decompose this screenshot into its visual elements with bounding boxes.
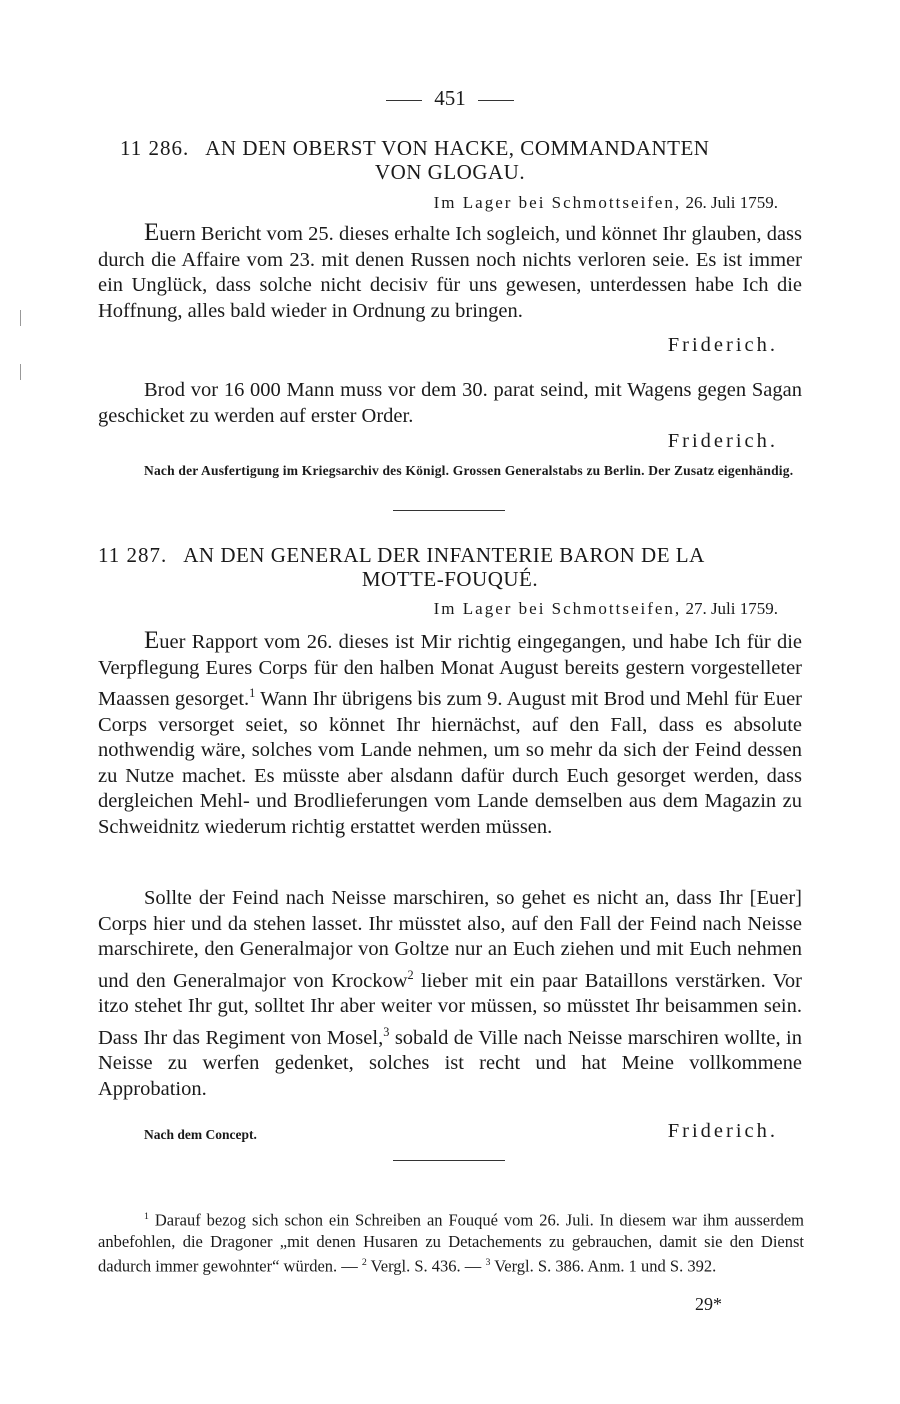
footnotes: $^1$ Darauf bezog sich schon ein Schreiben an Fouqué vom 26. Juli. In diesem war ihm ausserdem anbefohlen, die Dragoner „mit denen Husaren zu Detachements zu gebrauchen, damit sie den Dienst dadurch immer gewohnter“ würden. — $^2$ Vergl. S. 436. — $^3$ Vergl. S. 386. Anm. 1 und S. 392. [98,1210,804,1275]
footnote-ref: 2 [407,967,414,982]
letter-signature: Friderich. [667,334,778,356]
letter-title-line2: VON GLOGAU. [374,160,526,184]
margin-mark [20,364,21,380]
letter-heading [98,543,802,591]
initial-letter: E [144,627,160,654]
letter-number: 11 287. [98,543,168,567]
letter-title-line1: AN DEN GENERAL DER INFANTERIE BARON DE LA [183,543,705,567]
letter-title-line1: AN DEN OBERST VON HACKE, COMMANDANTEN [205,136,710,160]
letter-dateline [434,193,778,213]
page-header [0,86,900,111]
source-note: Nach dem Concept. [144,1127,257,1142]
letter-body-paragraph-2: Sollte der Feind nach Neisse marschiren, so gehet es nicht an, dass Ihr [Euer] Corps hier und da stehen lasset. Ihr müsstet also, auf den Fall der Feind nach Neisse marschirete, den Generalmajor von Goltze nur an Euch ziehen und mit Euch nehmen und den Generalmajor von Krockow$^2$ lieber mit ein paar Bataillons verstärken. Vor itzo stehet Ihr gut, solltet Ihr aber weiter vor müssen, so müsstet Ihr beisammen sein. Dass Ihr das Regiment von Mosel,$^3$ sobald de Ville nach Neisse marschiren wollte, in Neisse zu werfen gedenket, solches ist recht und hat Meine vollkommene Approbation. [98,887,802,1100]
letter-title-line2: MOTTE-FOUQUÉ. [361,567,539,591]
initial-letter: E [144,219,160,246]
letter-signature: Friderich. [667,1120,778,1142]
letter-date: 26. Juli 1759. [685,193,778,212]
letter-place: Im Lager bei Schmottseifen, [433,193,682,212]
signature-mark: 29* [695,1294,722,1314]
header-dash-left [386,100,422,101]
letter-body [98,220,802,324]
section-divider [393,1160,505,1161]
postscript-signature: Friderich. [667,430,778,452]
source-note: Nach der Ausfertigung im Kriegsarchiv des Königl. Grossen Generalstabs zu Berlin. Der Zusatz eigenhändig. [144,463,794,478]
letter-heading [120,136,780,184]
letter-date: 27. Juli 1759. [685,599,778,618]
footnote-ref: 1 [249,686,256,701]
letter-body: Euer Rapport vom 26. dieses ist Mir richtig eingegangen, und habe Ich für die Verpflegung Eures Corps für den halben Monat August bereits gestern vorgestelleter Maassen gesorget.$^1$ Wann Ihr übrigens bis zum 9. August mit Brod und Mehl für Euer Corps versorget seiet, so könnet Ihr hiernächst, auf den Fall, dass es absolute nothwendig wäre, solches vom Lande nehmen, um so mehr da sich der Feind dessen zu Nutze machet. Es müsste aber alsdann dafür durch Euch gesorget werden, dass dergleichen Mehl- und Brodlieferungen vom Lande demselben aus dem Magazin zu Schweidnitz wiederum richtig erstattet werden müssen. [98,627,802,838]
postscript [98,378,802,429]
margin-mark [20,310,21,326]
postscript-text: Brod vor 16 000 Mann muss vor dem 30. parat seind, mit Wagens gegen Sagan geschicket zu werden auf erster Order. [98,379,802,427]
section-divider [393,510,505,511]
letter-body-text: uern Bericht vom 25. dieses erhalte Ich sogleich, und könnet Ihr glauben, dass durch die Affaire vom 23. mit denen Russen noch nichts verloren seie. Es ist immer ein Unglück, dass solche nicht decisiv für uns gewesen, unterdessen habe Ich die Hoffnung, alles bald wieder in Ordnung zu bringen. [98,223,802,322]
page-number: 451 [434,86,466,110]
letter-place: Im Lager bei Schmottseifen, [433,599,682,618]
letter-dateline [434,599,778,619]
header-dash-right [478,100,514,101]
footnote-ref: 3 [383,1024,390,1039]
letter-number: 11 286. [120,136,190,160]
